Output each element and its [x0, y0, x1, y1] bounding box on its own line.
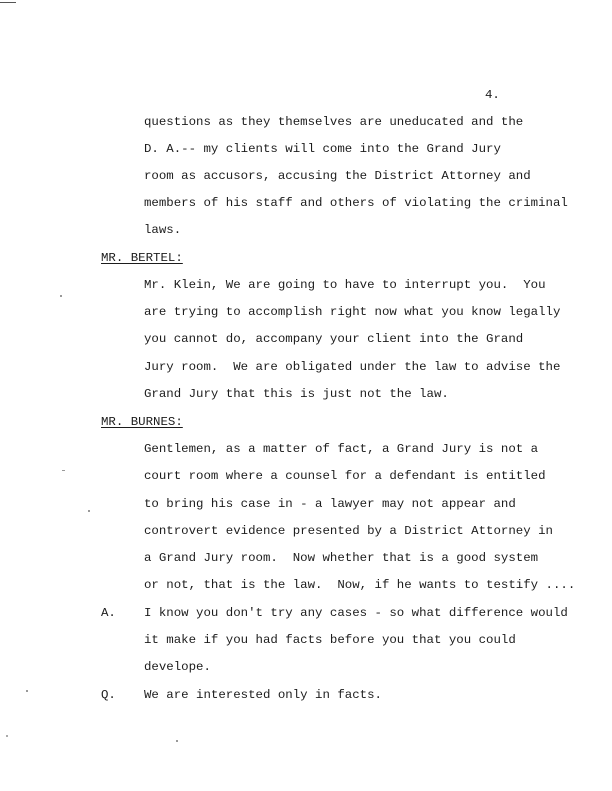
- text-line: laws.: [144, 223, 182, 237]
- scan-speck: [26, 690, 28, 692]
- scan-speck: [62, 470, 65, 471]
- page-number: 4.: [485, 88, 500, 102]
- text-line: a Grand Jury room. Now whether that is a good system: [144, 551, 539, 565]
- scan-speck: [6, 735, 8, 737]
- scan-mark: [0, 2, 16, 3]
- text-line: members of his staff and others of violating the criminal: [144, 196, 568, 210]
- text-line: questions as they themselves are uneducated and the: [144, 115, 524, 129]
- scan-speck: [88, 510, 90, 512]
- scan-speck: [176, 740, 178, 742]
- scan-speck: [60, 295, 62, 297]
- text-line: We are interested only in facts.: [144, 688, 382, 702]
- text-line: controvert evidence presented by a District Attorney in: [144, 524, 553, 538]
- text-line: Gentlemen, as a matter of fact, a Grand Jury is not a: [144, 442, 539, 456]
- text-line: to bring his case in - a lawyer may not appear and: [144, 497, 516, 511]
- text-line: are trying to accomplish right now what you know legally: [144, 305, 561, 319]
- text-line: court room where a counsel for a defendant is entitled: [144, 469, 546, 483]
- text-line: I know you don't try any cases - so what difference would: [144, 606, 568, 620]
- text-line: develope.: [144, 660, 211, 674]
- text-line: D. A.-- my clients will come into the Grand Jury: [144, 142, 501, 156]
- text-line: Jury room. We are obligated under the law to advise the: [144, 360, 561, 374]
- speaker-label: MR. BURNES:: [101, 415, 183, 429]
- text-line: Mr. Klein, We are going to have to interrupt you. You: [144, 278, 546, 292]
- text-line: or not, that is the law. Now, if he wants to testify ....: [144, 578, 576, 592]
- text-line: it make if you had facts before you that you could: [144, 633, 516, 647]
- answer-label: A.: [101, 606, 116, 620]
- question-label: Q.: [101, 688, 116, 702]
- speaker-label: MR. BERTEL:: [101, 251, 183, 265]
- text-line: room as accusors, accusing the District Attorney and: [144, 169, 531, 183]
- text-line: Grand Jury that this is just not the law.: [144, 387, 449, 401]
- text-line: you cannot do, accompany your client into the Grand: [144, 332, 524, 346]
